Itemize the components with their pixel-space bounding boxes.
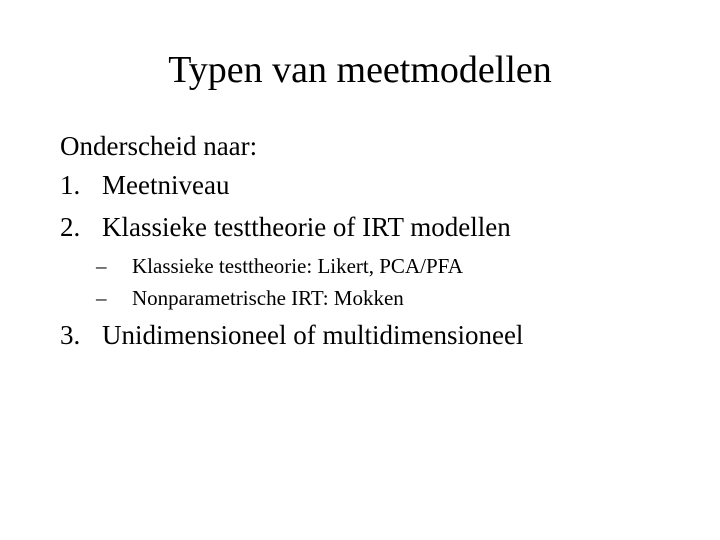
dash-bullet: – bbox=[96, 286, 107, 310]
sub-list-item-text: Klassieke testtheorie: Likert, PCA/PFA bbox=[132, 254, 463, 278]
list-number: 1. bbox=[60, 170, 81, 200]
list-number: 3. bbox=[60, 320, 81, 350]
list-item bbox=[60, 319, 523, 351]
list-item bbox=[60, 211, 511, 243]
dash-bullet: – bbox=[96, 254, 107, 278]
list-item bbox=[60, 169, 229, 201]
slide-title: Typen van meetmodellen bbox=[168, 49, 552, 91]
sub-list-item bbox=[96, 285, 404, 311]
intro-text: Onderscheid naar: bbox=[60, 131, 258, 161]
list-item-text: Unidimensioneel of multidimensioneel bbox=[102, 320, 524, 350]
list-number: 2. bbox=[60, 212, 81, 242]
sub-list-item-text: Nonparametrische IRT: Mokken bbox=[132, 286, 404, 310]
list-item-text: Klassieke testtheorie of IRT modellen bbox=[102, 212, 511, 242]
list-item-text: Meetniveau bbox=[102, 170, 230, 200]
sub-list-item bbox=[96, 253, 463, 279]
